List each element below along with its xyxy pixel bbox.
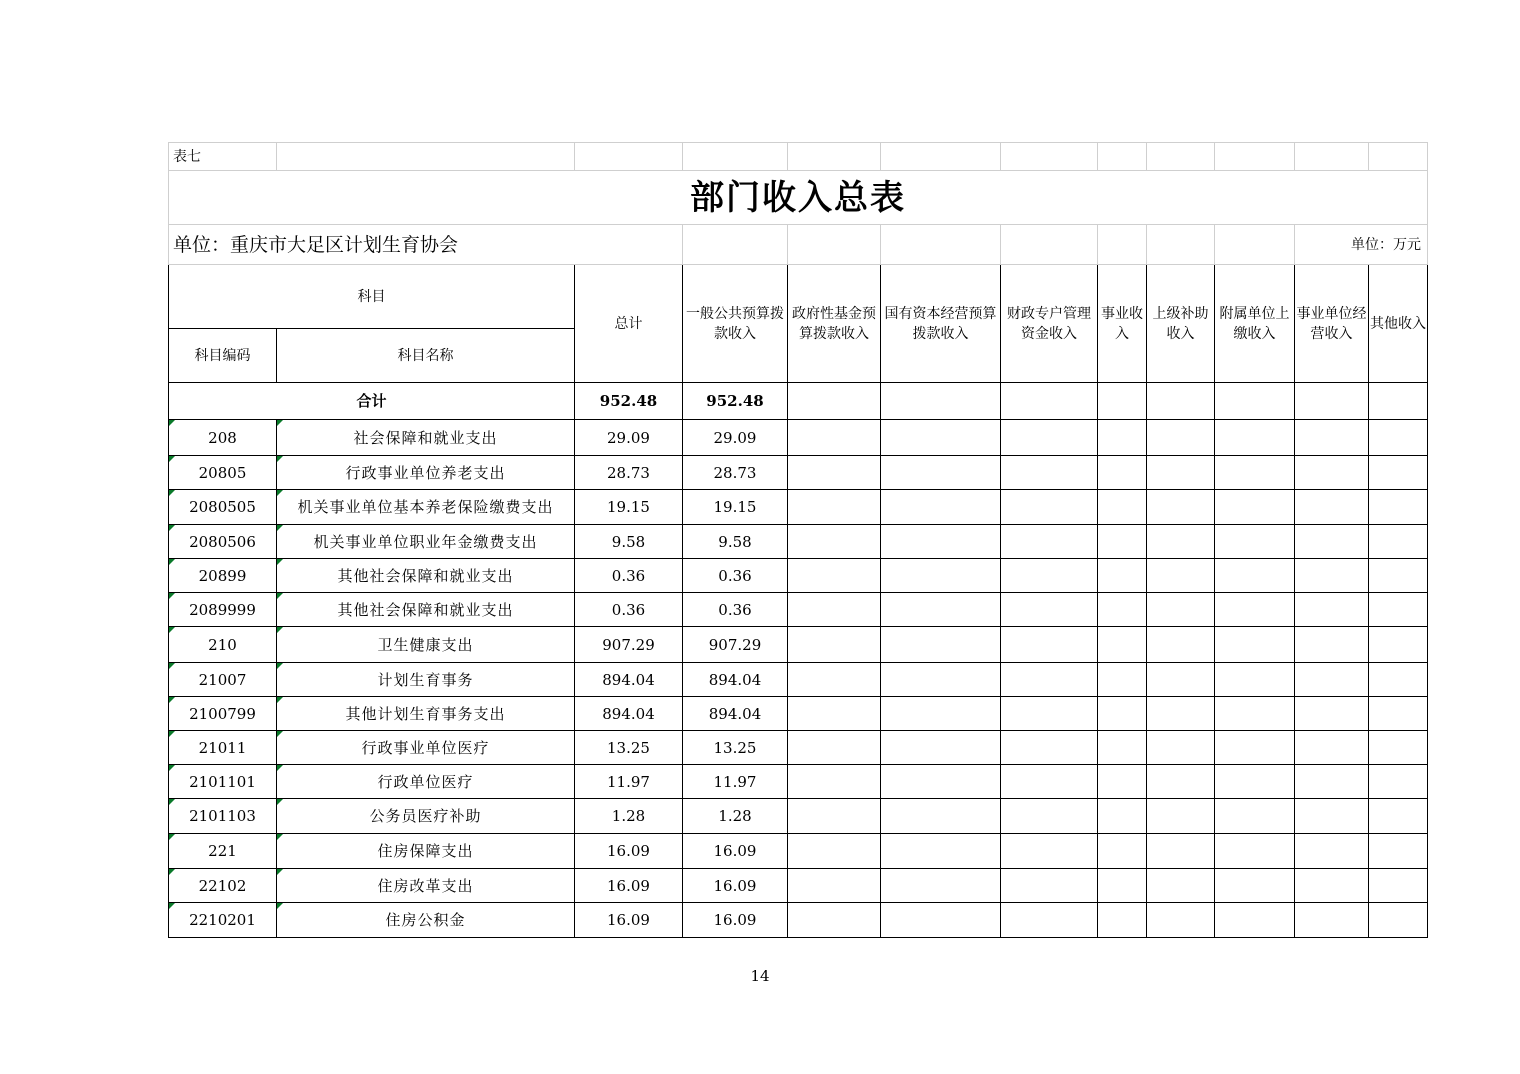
row-name: 机关事业单位基本养老保险缴费支出 xyxy=(277,490,575,525)
row-code: 221 xyxy=(169,834,277,869)
row-total: 28.73 xyxy=(575,456,683,490)
row-name: 行政单位医疗 xyxy=(277,765,575,799)
header-superior-subsidy: 上级补助收入 xyxy=(1147,265,1215,383)
empty-cell xyxy=(881,697,1001,731)
empty-cell xyxy=(1295,627,1369,663)
empty-cell xyxy=(881,525,1001,559)
data-rows xyxy=(169,420,1428,938)
empty-cell xyxy=(1001,593,1098,627)
empty-cell xyxy=(1295,420,1369,456)
row-general-budget: 9.58 xyxy=(683,525,788,559)
row-code: 2080505 xyxy=(169,490,277,525)
total-sum: 952.48 xyxy=(575,383,683,420)
row-total: 894.04 xyxy=(575,663,683,697)
table-row xyxy=(169,420,1428,456)
empty-cell xyxy=(1215,765,1295,799)
header-total: 总计 xyxy=(575,265,683,383)
empty-cell xyxy=(1295,663,1369,697)
empty-cell xyxy=(1098,799,1147,834)
empty-cell xyxy=(788,627,881,663)
table-row xyxy=(169,697,1428,731)
row-name: 其他社会保障和就业支出 xyxy=(277,559,575,593)
page-number: 14 xyxy=(750,967,770,985)
empty-cell xyxy=(1001,731,1098,765)
empty-cell xyxy=(788,525,881,559)
row-code: 21007 xyxy=(169,663,277,697)
row-name: 其他社会保障和就业支出 xyxy=(277,593,575,627)
row-total: 19.15 xyxy=(575,490,683,525)
row-general-budget: 16.09 xyxy=(683,834,788,869)
row-code: 2210201 xyxy=(169,903,277,938)
total-label: 合计 xyxy=(169,383,575,420)
header-other-income: 其他收入 xyxy=(1369,265,1428,383)
empty-cell xyxy=(1147,490,1215,525)
empty-cell xyxy=(1098,834,1147,869)
empty-cell xyxy=(1098,593,1147,627)
row-general-budget: 16.09 xyxy=(683,903,788,938)
row-total: 0.36 xyxy=(575,593,683,627)
empty-cell xyxy=(1295,593,1369,627)
empty-cell xyxy=(1215,869,1295,903)
row-total: 9.58 xyxy=(575,525,683,559)
empty-cell xyxy=(1215,903,1295,938)
empty-cell xyxy=(1369,697,1428,731)
empty-cell xyxy=(1215,593,1295,627)
header-general-budget: 一般公共预算拨款收入 xyxy=(683,265,788,383)
empty-cell xyxy=(1098,456,1147,490)
empty-cell xyxy=(1001,525,1098,559)
empty-cell xyxy=(881,799,1001,834)
row-name: 行政事业单位医疗 xyxy=(277,731,575,765)
empty-cell xyxy=(788,697,881,731)
empty-cell xyxy=(788,869,881,903)
empty-cell xyxy=(1369,490,1428,525)
header-name: 科目名称 xyxy=(277,329,575,383)
empty-cell xyxy=(1369,525,1428,559)
header-operating-income: 事业单位经营收入 xyxy=(1295,265,1369,383)
table-row xyxy=(169,663,1428,697)
row-code: 2101103 xyxy=(169,799,277,834)
empty-cell xyxy=(788,663,881,697)
empty-cell xyxy=(1001,456,1098,490)
empty-cell xyxy=(881,869,1001,903)
empty-cell xyxy=(788,456,881,490)
header-subject: 科目 xyxy=(169,265,575,329)
empty-cell xyxy=(1147,559,1215,593)
empty-cell xyxy=(1295,731,1369,765)
table-row xyxy=(169,490,1428,525)
empty-cell xyxy=(1215,525,1295,559)
row-general-budget: 28.73 xyxy=(683,456,788,490)
table-row xyxy=(169,799,1428,834)
row-total: 16.09 xyxy=(575,903,683,938)
empty-cell xyxy=(881,903,1001,938)
empty-cell xyxy=(1147,869,1215,903)
header-affiliated-income: 附属单位上缴收入 xyxy=(1215,265,1295,383)
page-title: 部门收入总表 xyxy=(169,171,1428,225)
header-code: 科目编码 xyxy=(169,329,277,383)
row-code: 21011 xyxy=(169,731,277,765)
row-code: 208 xyxy=(169,420,277,456)
table-row xyxy=(169,593,1428,627)
empty-cell xyxy=(1001,663,1098,697)
row-general-budget: 13.25 xyxy=(683,731,788,765)
empty-cell xyxy=(1295,697,1369,731)
table-row xyxy=(169,834,1428,869)
empty-cell xyxy=(1295,559,1369,593)
empty-cell xyxy=(881,627,1001,663)
row-code: 2101101 xyxy=(169,765,277,799)
row-general-budget: 907.29 xyxy=(683,627,788,663)
empty-cell xyxy=(1001,869,1098,903)
row-code: 2089999 xyxy=(169,593,277,627)
empty-cell xyxy=(1098,731,1147,765)
table-row xyxy=(169,559,1428,593)
empty-cell xyxy=(788,903,881,938)
empty-cell xyxy=(1215,663,1295,697)
row-name: 公务员医疗补助 xyxy=(277,799,575,834)
row-code: 2100799 xyxy=(169,697,277,731)
table-row xyxy=(169,456,1428,490)
empty-cell xyxy=(1001,903,1098,938)
row-code: 210 xyxy=(169,627,277,663)
empty-cell xyxy=(1098,697,1147,731)
row-total: 1.28 xyxy=(575,799,683,834)
row-name: 卫生健康支出 xyxy=(277,627,575,663)
row-general-budget: 0.36 xyxy=(683,593,788,627)
header-business-income: 事业收入 xyxy=(1098,265,1147,383)
income-summary-table xyxy=(168,142,1428,938)
empty-cell xyxy=(1295,869,1369,903)
empty-cell xyxy=(881,490,1001,525)
empty-cell xyxy=(1215,627,1295,663)
header-fiscal-special: 财政专户管理资金收入 xyxy=(1001,265,1098,383)
empty-cell xyxy=(1369,799,1428,834)
row-general-budget: 894.04 xyxy=(683,697,788,731)
empty-cell xyxy=(1215,834,1295,869)
empty-cell xyxy=(1147,903,1215,938)
row-name: 住房改革支出 xyxy=(277,869,575,903)
table-row xyxy=(169,765,1428,799)
empty-cell xyxy=(1295,903,1369,938)
empty-cell xyxy=(1295,765,1369,799)
empty-cell xyxy=(1369,627,1428,663)
empty-cell xyxy=(1215,697,1295,731)
empty-cell xyxy=(1147,627,1215,663)
empty-cell xyxy=(1147,697,1215,731)
empty-cell xyxy=(1098,903,1147,938)
empty-cell xyxy=(1098,765,1147,799)
empty-cell xyxy=(1001,765,1098,799)
empty-cell xyxy=(788,799,881,834)
empty-cell xyxy=(1147,593,1215,627)
row-code: 2080506 xyxy=(169,525,277,559)
empty-cell xyxy=(1001,559,1098,593)
row-general-budget: 19.15 xyxy=(683,490,788,525)
empty-cell xyxy=(1295,799,1369,834)
row-total: 16.09 xyxy=(575,834,683,869)
table-label: 表七 xyxy=(169,143,277,171)
empty-cell xyxy=(1215,731,1295,765)
empty-cell xyxy=(1147,765,1215,799)
empty-cell xyxy=(788,834,881,869)
row-general-budget: 16.09 xyxy=(683,869,788,903)
empty-cell xyxy=(881,663,1001,697)
empty-cell xyxy=(881,456,1001,490)
empty-cell xyxy=(1369,420,1428,456)
row-total: 894.04 xyxy=(575,697,683,731)
table-row xyxy=(169,525,1428,559)
empty-cell xyxy=(881,834,1001,869)
empty-cell xyxy=(788,420,881,456)
empty-cell xyxy=(881,593,1001,627)
empty-cell xyxy=(1369,765,1428,799)
row-code: 20805 xyxy=(169,456,277,490)
empty-cell xyxy=(1098,490,1147,525)
empty-cell xyxy=(881,731,1001,765)
header-state-capital: 国有资本经营预算拨款收入 xyxy=(881,265,1001,383)
header-gov-fund: 政府性基金预算拨款收入 xyxy=(788,265,881,383)
empty-cell xyxy=(1001,834,1098,869)
empty-cell xyxy=(1369,903,1428,938)
empty-cell xyxy=(788,731,881,765)
row-total: 0.36 xyxy=(575,559,683,593)
table-row xyxy=(169,731,1428,765)
empty-cell xyxy=(1215,490,1295,525)
row-total: 13.25 xyxy=(575,731,683,765)
empty-cell xyxy=(1147,420,1215,456)
row-total: 29.09 xyxy=(575,420,683,456)
empty-cell xyxy=(1098,525,1147,559)
table-row xyxy=(169,869,1428,903)
empty-cell xyxy=(1215,559,1295,593)
unit-organization: 单位：重庆市大足区计划生育协会 xyxy=(169,225,683,265)
empty-cell xyxy=(1369,731,1428,765)
empty-cell xyxy=(788,490,881,525)
total-general-budget: 952.48 xyxy=(683,383,788,420)
empty-cell xyxy=(1369,456,1428,490)
empty-cell xyxy=(788,765,881,799)
row-general-budget: 0.36 xyxy=(683,559,788,593)
empty-cell xyxy=(1369,663,1428,697)
empty-cell xyxy=(1295,490,1369,525)
empty-cell xyxy=(1098,869,1147,903)
empty-cell xyxy=(1295,525,1369,559)
empty-cell xyxy=(1215,799,1295,834)
empty-cell xyxy=(1295,456,1369,490)
empty-cell xyxy=(1001,799,1098,834)
empty-cell xyxy=(1098,420,1147,456)
empty-cell xyxy=(881,420,1001,456)
row-total: 907.29 xyxy=(575,627,683,663)
row-general-budget: 894.04 xyxy=(683,663,788,697)
empty-cell xyxy=(1147,663,1215,697)
empty-cell xyxy=(1001,420,1098,456)
empty-cell xyxy=(1147,799,1215,834)
table-row xyxy=(169,903,1428,938)
empty-cell xyxy=(1098,627,1147,663)
empty-cell xyxy=(1001,697,1098,731)
row-code: 22102 xyxy=(169,869,277,903)
empty-cell xyxy=(1001,627,1098,663)
row-name: 住房公积金 xyxy=(277,903,575,938)
row-name: 其他计划生育事务支出 xyxy=(277,697,575,731)
empty-cell xyxy=(1215,420,1295,456)
row-total: 11.97 xyxy=(575,765,683,799)
row-name: 行政事业单位养老支出 xyxy=(277,456,575,490)
empty-cell xyxy=(1369,559,1428,593)
empty-cell xyxy=(881,765,1001,799)
empty-cell xyxy=(1098,663,1147,697)
unit-currency: 单位：万元 xyxy=(1295,225,1428,265)
row-total: 16.09 xyxy=(575,869,683,903)
empty-cell xyxy=(1147,456,1215,490)
empty-cell xyxy=(788,559,881,593)
empty-cell xyxy=(881,559,1001,593)
empty-cell xyxy=(1098,559,1147,593)
row-general-budget: 1.28 xyxy=(683,799,788,834)
total-row xyxy=(169,383,1428,420)
empty-cell xyxy=(1369,869,1428,903)
row-name: 住房保障支出 xyxy=(277,834,575,869)
table-row xyxy=(169,627,1428,663)
empty-cell xyxy=(1147,525,1215,559)
row-name: 社会保障和就业支出 xyxy=(277,420,575,456)
empty-cell xyxy=(1147,731,1215,765)
empty-cell xyxy=(1295,834,1369,869)
row-name: 机关事业单位职业年金缴费支出 xyxy=(277,525,575,559)
empty-cell xyxy=(1147,834,1215,869)
row-code: 20899 xyxy=(169,559,277,593)
row-general-budget: 11.97 xyxy=(683,765,788,799)
empty-cell xyxy=(1215,456,1295,490)
empty-cell xyxy=(788,593,881,627)
row-general-budget: 29.09 xyxy=(683,420,788,456)
row-name: 计划生育事务 xyxy=(277,663,575,697)
empty-cell xyxy=(1001,490,1098,525)
empty-cell xyxy=(1369,593,1428,627)
empty-cell xyxy=(1369,834,1428,869)
